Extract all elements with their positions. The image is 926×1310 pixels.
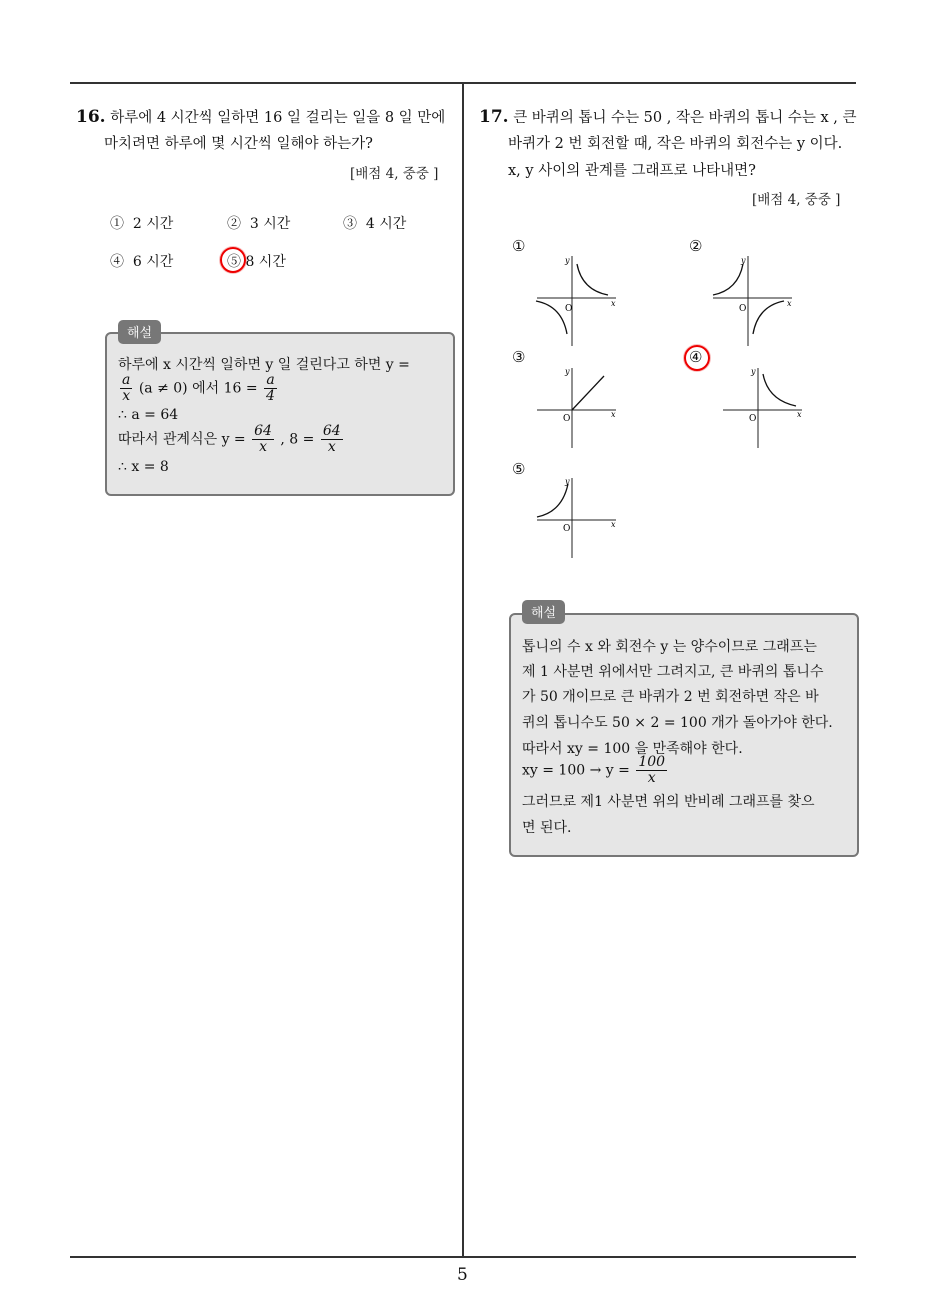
page-number: 5 — [457, 1265, 468, 1285]
bottom-rule — [70, 1256, 856, 1258]
graph-choice-3-label[interactable]: ③ — [512, 348, 526, 366]
x-axis-label: x — [611, 299, 616, 308]
x-axis-label: x — [787, 299, 792, 308]
question-text-line: x, y 사이의 관계를 그래프로 나타내면? — [508, 163, 756, 179]
choice-3[interactable] — [343, 213, 406, 233]
solution-line: 톱니의 수 x 와 회전수 y 는 양수이므로 그래프는 — [522, 639, 817, 655]
solution-line — [522, 755, 669, 786]
choice-text: 4 시간 — [365, 216, 407, 232]
question-number: 17. — [479, 107, 509, 127]
choice-2[interactable] — [227, 213, 290, 233]
fraction: $\frac{64}{x}$ — [322, 423, 341, 455]
selected-answer-circle — [220, 247, 246, 273]
y-axis-label: y — [565, 477, 570, 486]
graph-choice-3[interactable] — [532, 364, 622, 449]
choice-text: 2 시간 — [132, 216, 174, 232]
fraction: $\frac{a}{4}$ — [266, 372, 275, 404]
choice-mark: ④ — [110, 254, 124, 270]
graph-choice-4-label[interactable]: ④ — [689, 348, 703, 366]
graph-choice-5[interactable] — [532, 474, 622, 559]
question-text-line: 큰 바퀴의 톱니 수는 50 , 작은 바퀴의 톱니 수는 x , 큰 — [513, 110, 857, 126]
origin-label: O — [563, 414, 571, 424]
solution-line: 가 50 개이므로 큰 바퀴가 2 번 회전하면 작은 바 — [522, 689, 819, 705]
choice-text: 3 시간 — [249, 216, 291, 232]
solution-tag: 해설 — [522, 600, 565, 624]
choice-4[interactable] — [110, 251, 173, 271]
origin-label: O — [739, 304, 747, 314]
solution-line: 제 1 사분면 위에서만 그려지고, 큰 바퀴의 톱니수 — [522, 664, 824, 680]
solution-line: 따라서 xy = 100 을 만족해야 한다. — [522, 741, 743, 757]
question-text-line: 하루에 4 시간씩 일하면 16 일 걸리는 일을 8 일 만에 — [110, 110, 446, 126]
solution-line: 면 된다. — [522, 820, 572, 836]
choice-mark: ① — [110, 216, 124, 232]
graph-choice-1-label[interactable]: ① — [512, 237, 526, 255]
solution-line: 퀴의 톱니수도 50 × 2 = 100 개가 돌아가야 한다. — [522, 715, 833, 731]
y-axis-label: y — [565, 367, 570, 376]
solution-line: ∴ x = 8 — [118, 459, 169, 475]
choice-mark: ③ — [343, 216, 357, 232]
choice-text: 6 시간 — [132, 254, 174, 270]
solution-text: (a ≠ 0) 에서 16 = — [138, 380, 258, 397]
choice-mark: ⑤ — [227, 254, 241, 270]
score-difficulty: [배점 4, 중중 ] — [350, 166, 439, 182]
x-axis-label: x — [797, 410, 802, 419]
x-axis-label: x — [611, 410, 616, 419]
origin-label: O — [563, 524, 571, 534]
solution-line — [118, 424, 345, 455]
solution-line: ∴ a = 64 — [118, 407, 179, 423]
solution-text: 따라서 관계식은 y = — [118, 431, 246, 448]
graph-choice-1[interactable] — [532, 252, 622, 347]
y-axis-label: y — [741, 256, 746, 265]
fraction: $\frac{100}{x}$ — [638, 754, 666, 786]
choice-text: 8 시간 — [245, 254, 286, 270]
x-axis-label: x — [611, 520, 616, 529]
solution-tag: 해설 — [118, 320, 161, 344]
graph-choice-2-label[interactable]: ② — [689, 237, 703, 255]
solution-line: 하루에 x 시간씩 일하면 y 일 걸린다고 하면 y = — [118, 357, 410, 373]
graph-choice-5-label[interactable]: ⑤ — [512, 460, 526, 478]
graph-choice-2[interactable] — [708, 252, 798, 347]
question-number: 16. — [76, 107, 106, 127]
graph-choice-4[interactable] — [718, 364, 808, 449]
solution-line — [118, 373, 279, 404]
choice-1[interactable] — [110, 213, 173, 233]
y-axis-label: y — [751, 367, 756, 376]
question-text-line: 마치려면 하루에 몇 시간씩 일해야 하는가? — [104, 136, 373, 152]
solution-line: 그러므로 제1 사분면 위의 반비례 그래프를 찾으 — [522, 794, 815, 810]
origin-label: O — [565, 304, 573, 314]
origin-label: O — [749, 414, 757, 424]
fraction: $\frac{64}{x}$ — [254, 423, 272, 455]
choice-mark: ② — [227, 216, 241, 232]
fraction: $\frac{a}{x}$ — [122, 372, 131, 404]
column-divider — [462, 82, 464, 1257]
solution-text: xy = 100 → y = — [522, 762, 630, 779]
selected-answer-circle — [684, 345, 710, 371]
score-difficulty: [배점 4, 중중 ] — [752, 192, 841, 208]
question-text-line: 바퀴가 2 번 회전할 때, 작은 바퀴의 회전수는 y 이다. — [508, 136, 843, 152]
y-axis-label: y — [565, 256, 570, 265]
solution-text: , 8 = — [280, 431, 315, 448]
